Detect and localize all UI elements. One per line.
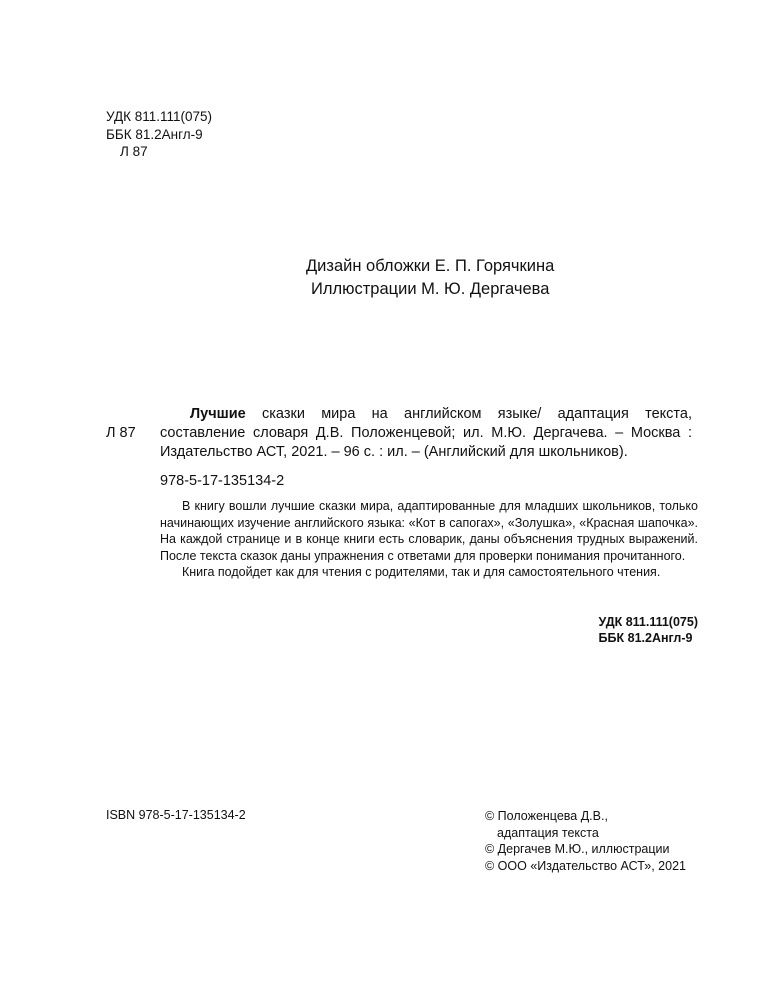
bibliographic-description: [160, 405, 692, 462]
isbn-footer: ISBN 978-5-17-135134-2: [106, 808, 246, 822]
udk-code: УДК 811.111(075): [106, 109, 213, 124]
annotation: [160, 498, 698, 581]
side-author-code: Л 87: [106, 425, 136, 441]
cover-design-credit: Дизайн обложки Е. П. Горячкина: [306, 257, 555, 275]
copyright-line: © Дергачев М.Ю., иллюстрации: [485, 842, 670, 856]
udk-code-bottom: УДК 811.111(075): [598, 615, 698, 629]
copyright-line: адаптация текста: [497, 825, 599, 840]
illustrations-credit: Иллюстрации М. Ю. Дергачева: [311, 280, 550, 298]
annotation-paragraph-1: В книгу вошли лучшие сказки мира, адаптированные для младших школьников, только начинающих изучение английского языка: «Кот в сапогах», «Золушка», «Красная шапочка». На каждой странице и в конце книги есть словарик, даны объяснения трудных выражений. После текста сказок даны упражнения с ответами для проверки понимания прочитанного.: [160, 499, 698, 563]
copyright-line: © Положенцева Д.В.,: [485, 809, 608, 823]
copyright-line: © ООО «Издательство АСТ», 2021: [485, 858, 686, 873]
bbk-code: ББК 81.2Англ-9: [106, 126, 203, 142]
credits-block: [306, 255, 554, 301]
bibliographic-text: сказки мира на английском языке/ адаптация текста, составление словаря Д.В. Положенцевой; ил. М.Ю. Дергачева. – Москва : Издательство АСТ, 2021. – 96 с. : ил. – (Английский для школьников).: [160, 406, 692, 460]
author-code: Л 87: [120, 144, 148, 159]
classification-block-bottom: [599, 614, 698, 646]
book-title-word: Лучшие: [190, 406, 246, 422]
bbk-code-bottom: ББК 81.2Англ-9: [598, 631, 693, 645]
copyright-block: [485, 808, 686, 874]
classification-block-top: [106, 108, 212, 161]
annotation-paragraph-2: Книга подойдет как для чтения с родителями, так и для самостоятельного чтения.: [182, 565, 661, 579]
isbn-number: 978-5-17-135134-2: [160, 473, 285, 489]
